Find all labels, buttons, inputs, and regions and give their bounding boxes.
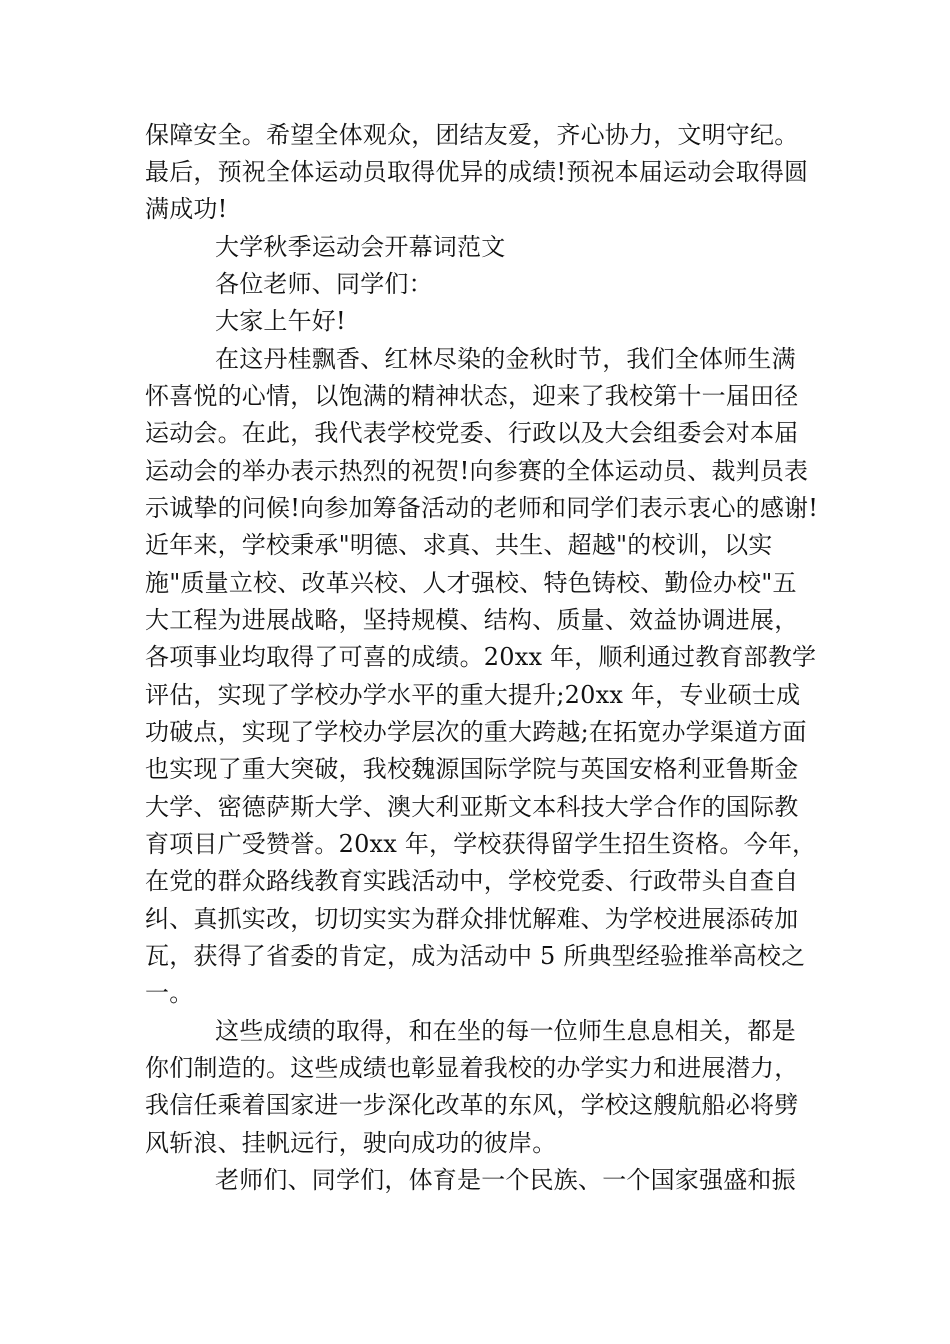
text-line: 运动会。在此，我代表学校党委、行政以及大会组委会对本届 [145,419,799,447]
text-line: 也实现了重大突破，我校魏源国际学院与英国安格利亚鲁斯金 [145,755,799,783]
text-line: 育项目广受赞誉。20xx 年，学校获得留学生招生资格。今年， [145,830,817,858]
text-line: 老师们、同学们，体育是一个民族、一个国家强盛和振 [215,1166,796,1194]
text-line: 施"质量立校、改革兴校、人才强校、特色铸校、勤俭办校"五 [145,569,797,597]
text-line: 最后，预祝全体运动员取得优异的成绩!预祝本届运动会取得圆 [145,158,809,186]
greeting: 大家上午好! [215,307,346,335]
text-line: 各项事业均取得了可喜的成绩。20xx 年，顺利通过教育部教学 [145,643,817,671]
text-line: 运动会的举办表示热烈的祝贺!向参赛的全体运动员、裁判员表 [145,457,809,485]
text-line: 评估，实现了学校办学水平的重大提升;20xx 年，专业硕士成 [145,681,801,709]
text-line: 大学、密德萨斯大学、澳大利亚斯文本科技大学合作的国际教 [145,793,799,821]
section-title: 大学秋季运动会开幕词范文 [215,233,506,261]
text-line: 这些成绩的取得，和在坐的每一位师生息息相关，都是 [215,1017,796,1045]
text-line: 纠、真抓实改，切切实实为群众排忧解难、为学校进展添砖加 [145,905,799,933]
text-line: 我信任乘着国家进一步深化改革的东风，学校这艘航船必将劈 [145,1091,799,1119]
salutation: 各位老师、同学们： [215,270,433,298]
text-line: 在党的群众路线教育实践活动中，学校党委、行政带头自查自 [145,867,799,895]
text-line: 大工程为进展战略，坚持规模、结构、质量、效益协调进展， [145,606,799,634]
text-line: 功破点，实现了学校办学层次的重大跨越;在拓宽办学渠道方面 [145,718,807,746]
text-line: 瓦，获得了省委的肯定，成为活动中 5 所典型经验推举高校之 [145,942,806,970]
text-line: 风斩浪、挂帆远行，驶向成功的彼岸。 [145,1129,557,1157]
text-line: 满成功! [145,195,228,223]
text-line: 在这丹桂飘香、红林尽染的金秋时节，我们全体师生满 [215,345,796,373]
text-line: 保障安全。希望全体观众，团结友爱，齐心协力，文明守纪。 [145,121,799,149]
text-line: 怀喜悦的心情，以饱满的精神状态，迎来了我校第十一届田径 [145,382,799,410]
text-line: 一。 [145,979,194,1007]
text-line: 你们制造的。这些成绩也彰显着我校的办学实力和进展潜力， [145,1054,799,1082]
text-line: 近年来，学校秉承"明德、求真、共生、超越"的校训，以实 [145,531,773,559]
text-line: 示诚挚的问候!向参加筹备活动的老师和同学们表示衷心的感谢! [145,494,819,522]
